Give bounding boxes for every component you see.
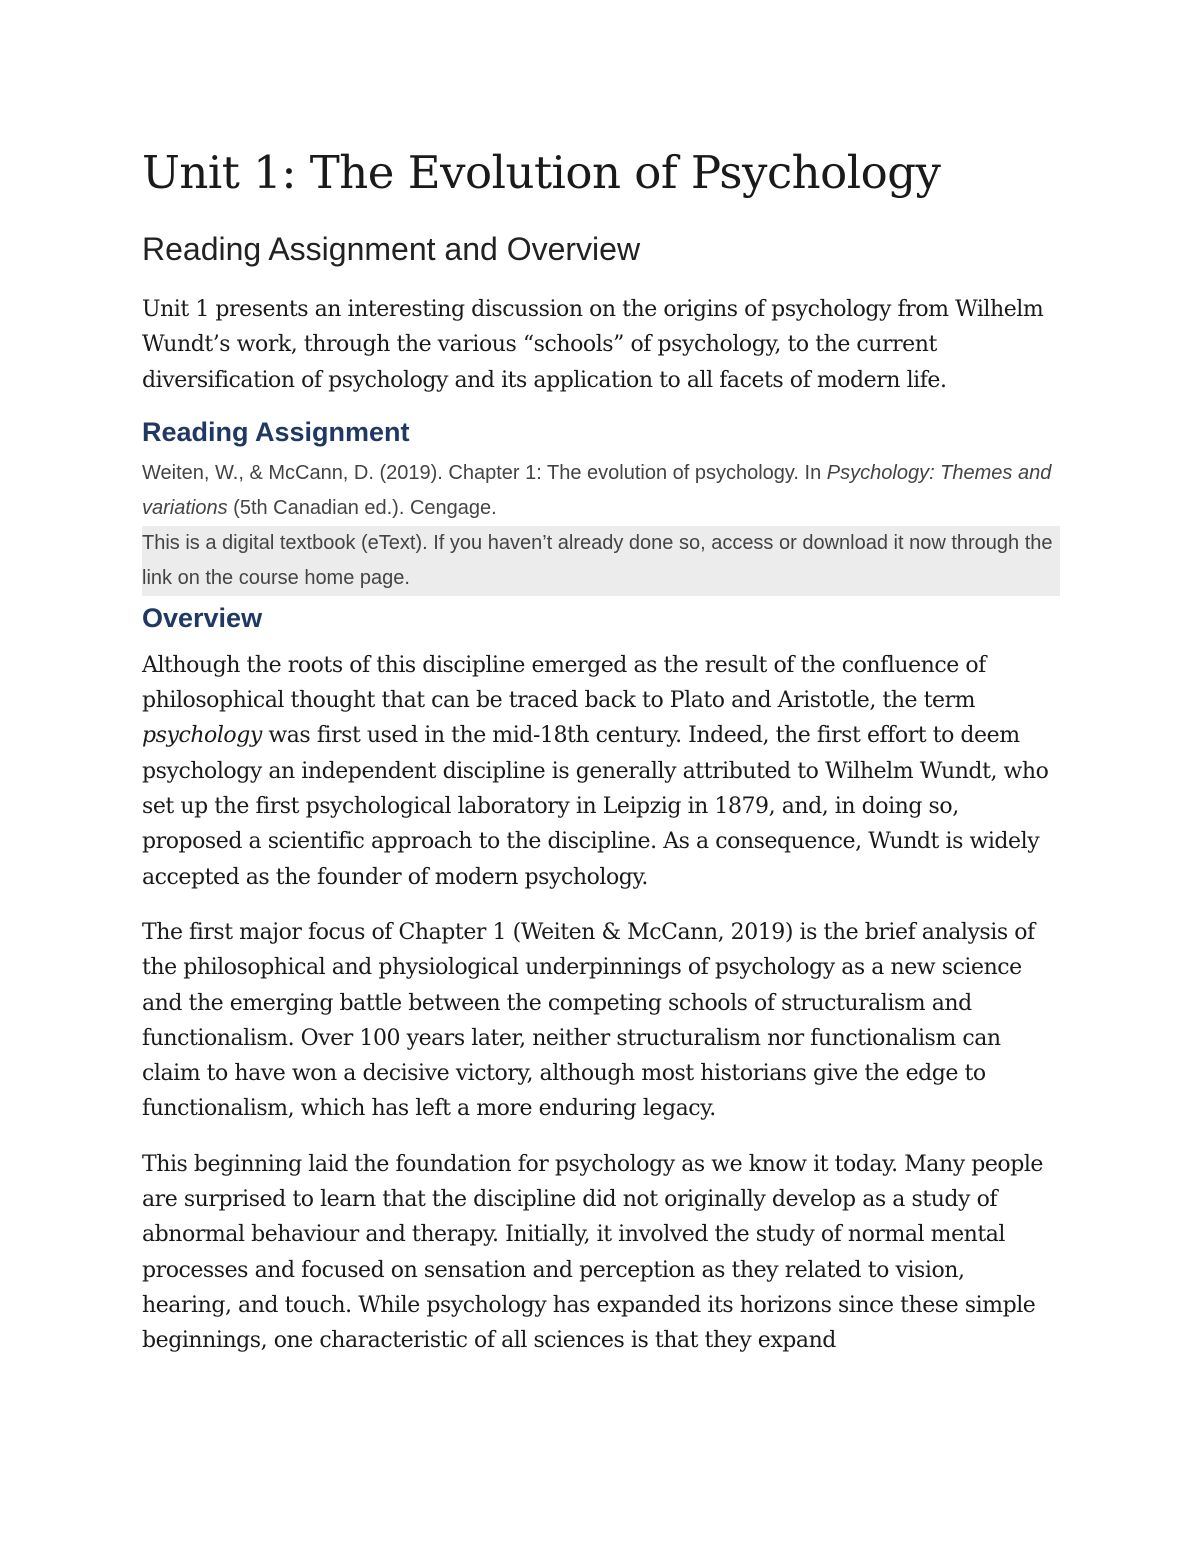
citation-book-title: Psychology: Themes and variations	[142, 461, 1052, 519]
page-subtitle: Reading Assignment and Overview	[142, 231, 641, 267]
etext-note: This is a digital textbook (eText). If you haven’t already done so, access or download it now through the link on the course home page.	[142, 526, 1060, 596]
overview-paragraph-1	[142, 648, 1060, 895]
intro-paragraph: Unit 1 presents an interesting discussion on the origins of psychology from Wilhelm Wundt’s work, through the various “schools” of psychology, to the current diversification of psychology and its application to all facets of modern life.	[142, 297, 1044, 393]
citation	[142, 456, 1060, 526]
p1-before: Although the roots of this discipline emerged as the result of the confluence of philosophical thought that can be traced back to Plato and Aristotle, the term	[142, 652, 986, 714]
page-title: Unit 1: The Evolution of Psychology	[142, 146, 941, 199]
overview-heading: Overview	[142, 602, 263, 633]
p1-after: was first used in the mid-18th century. Indeed, the first effort to deem psychology an independent discipline is generally attributed to Wilhelm Wundt, who set up the first psychological laboratory in Leipzig in 1879, and, in doing so, proposed a scientific approach to the discipline. As a consequence, Wundt is widely accepted as the founder of modern psychology.	[142, 723, 1049, 890]
citation-prefix: Weiten, W., & McCann, D. (2019). Chapter 1: The evolution of psychology. In	[142, 461, 827, 484]
p1-term: psychology	[142, 723, 262, 749]
overview-paragraph-2: The first major focus of Chapter 1 (Weiten & McCann, 2019) is the brief analysis of the philosophical and physiological underpinnings of psychology as a new science and the emerging battle between the competing schools of structuralism and functionalism. Over 100 years later, neither structuralism nor functionalism can claim to have won a decisive victory, although most historians give the edge to functionalism, which has left a more enduring legacy.	[142, 919, 1035, 1122]
document-content	[142, 140, 1060, 1359]
citation-suffix: (5th Canadian ed.). Cengage.	[227, 496, 497, 519]
overview-paragraph-3: This beginning laid the foundation for psychology as we know it today. Many people are surprised to learn that the discipline did not originally develop as a study of abnormal behaviour and therapy. Initially, it involved the study of normal mental processes and focused on sensation and perception as they related to vision, hearing, and touch. While psychology has expanded its horizons since these simple beginnings, one characteristic of all sciences is that they expand	[142, 1151, 1044, 1354]
reading-assignment-heading: Reading Assignment	[142, 416, 410, 447]
